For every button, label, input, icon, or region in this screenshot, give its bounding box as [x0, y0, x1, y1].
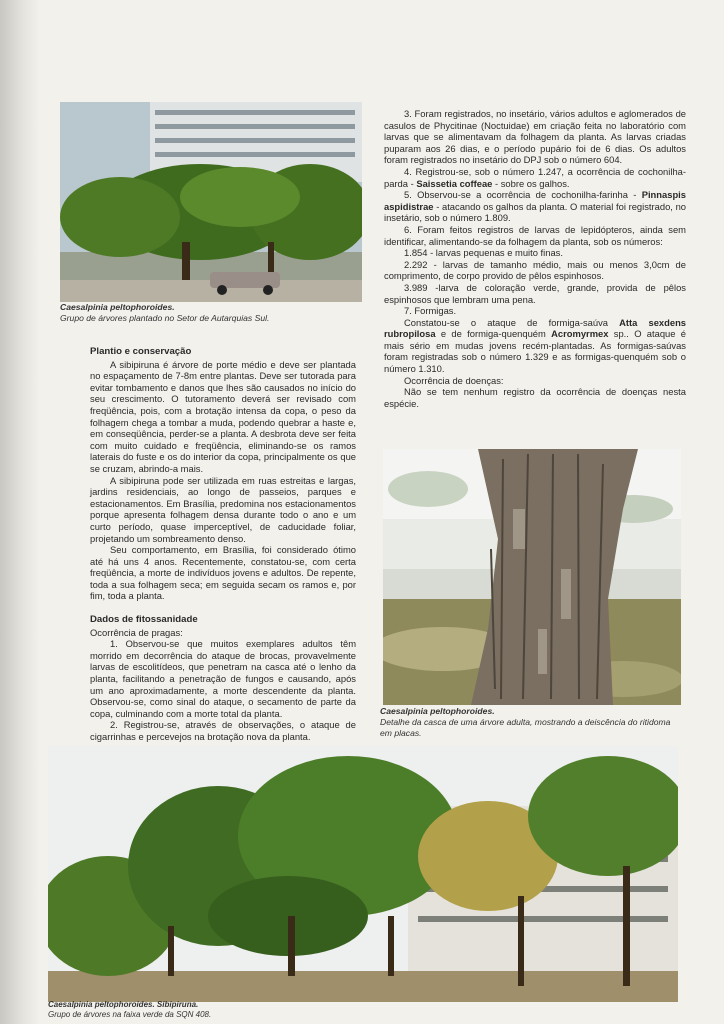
photo-trees-sqn — [48, 746, 678, 1002]
species-pinnaspis: Pinnaspis aspidistrae — [384, 189, 686, 212]
paragraph-pragas-2: 2. Registrou-se, através de observações, o ataque de cigarrinhas e percevejos na brotação nova da planta. — [90, 719, 356, 742]
caption-bottom-title: Caesalpinia peltophoroides. Sibipiruna. — [48, 1000, 199, 1009]
page-binding-shadow — [0, 0, 40, 1024]
caption-trunk-title: Caesalpinia peltophoroides. — [380, 706, 495, 716]
paragraph-pragas-6: 6. Foram feitos registros de larvas de lepidópteros, ainda sem identificar, alimentando-se da folhagem da planta, sob os números: — [384, 223, 686, 247]
paragraph-pragas-4: 4. Registrou-se, sob o número 1.247, a ocorrência de cochonilha-parda - Saissetia coffeae - sobre os galhos. — [384, 165, 686, 189]
caption-trunk-photo — [380, 706, 680, 739]
caption-bottom-photo — [48, 1000, 448, 1020]
paragraph-plantio-2: A sibipiruna pode ser utilizada em ruas estreitas e largas, jardins residenciais, ao longo de passeios, parques e estacionamentos. Em Brasília, predomina nos estacionamentos porque apresenta folhagem densa durante todo o ano e um curto período, quase imperceptível, de caducidade foliar, projetando um sombreamento denso. — [90, 474, 356, 544]
paragraph-pragas-5: 5. Observou-se a ocorrência de cochonilha-farinha - Pinnaspis aspidistrae - atacando os galhos da planta. O material foi registrado, no insetário, sob o número 1.809. — [384, 189, 686, 224]
paragraph-formigas: Constatou-se o ataque de formiga-saúva Atta sexdens rubropilosa e de formiga-quenquém Acromyrmex sp.. O ataque é mais sério em mudas jovens recém-plantadas. As formigas-saúvas foram registradas sob o número 1.329 e as formigas-quenquém sob o número 1.310. — [384, 316, 687, 375]
paragraph-plantio-1: A sibipiruna é árvore de porte médio e deve ser plantada no espaçamento de 7-8m entre plantas. Deve ser tutorada para evitar tombamento e danos que lhes são causados no início do seu crescimento. O tutoramento deverá ser revisado com freqüência, pois, com a brotação intensa da copa, o peso da folhagem chega a tombar a muda, podendo quebrar a haste e, em conseqüência, perder-se a planta. A desbrota deve ser feita com muito cuidado e freqüência, eliminando-se os ramos laterais do fuste e os do interior da copa, principalmente os que se cruzam, abrindo-a mais. — [90, 358, 356, 474]
heading-fitossanidade: Dados de fitossanidade — [90, 614, 198, 626]
paragraph-plantio-3: Seu comportamento, em Brasília, foi considerado ótimo até há uns 4 anos. Recentemente, constatou-se, com certa freqüência, a morte de indivíduos jovens e adultos. De repente, toda a sua folhagem seca; em seguida secam os ramos e, por fim, toda a planta. — [90, 544, 356, 602]
caption-top-title: Caesalpinia peltophoroides. — [60, 302, 175, 312]
left-text-column — [90, 340, 356, 743]
list-item-2292: 2.292 - larvas de tamanho médio, mais ou menos 3,0cm de comprimento, de corpo provido de pêlos espinhosos. — [384, 258, 686, 282]
paragraph-formigas-title: 7. Formigas. — [404, 305, 457, 317]
species-acromyrmex: Acromyrmex — [551, 328, 609, 340]
list-item-1854: 1.854 - larvas pequenas e muito finas. — [404, 247, 563, 259]
caption-top-photo — [60, 302, 362, 324]
paragraph-doencas-title: Ocorrência de doenças: — [404, 374, 504, 386]
caption-trunk-text: Detalhe da casca de uma árvore adulta, mostrando a deiscência do ritidoma em placas. — [380, 717, 671, 738]
heading-plantio: Plantio e conservação — [90, 346, 192, 357]
species-atta: Atta sexdens rubropilosa — [384, 316, 687, 340]
paragraph-pragas-intro: Ocorrência de pragas: — [90, 626, 183, 638]
list-item-3989: 3.989 -larva de coloração verde, grande, provida de pêlos espinhosos que lembram uma pena. — [384, 281, 686, 305]
paragraph-pragas-3: 3. Foram registrados, no insetário, vários adultos e aglomerados de casulos de Phycitinae (Noctuidae) em criação feita no laboratório com larvas que se alimentavam da folhagem da planta. As larvas criadas puparam aos 26 dias, e o período pupário foi de 6 dias. Os adultos foram registrados no insetário do DPJ sob o número 604. — [384, 108, 686, 166]
paragraph-doencas: Não se tem nenhum registro da ocorrência de doenças nesta espécie. — [384, 386, 686, 409]
caption-top-text: Grupo de árvores plantado no Setor de Autarquias Sul. — [60, 313, 270, 323]
caption-bottom-text: Grupo de árvores na faixa verde da SQN 408. — [48, 1010, 212, 1019]
right-text-column — [384, 108, 686, 409]
photo-tree-trunk — [383, 449, 681, 705]
species-saissetia: Saissetia coffeae — [416, 177, 493, 189]
paragraph-pragas-1: 1. Observou-se que muitos exemplares adultos têm morrido em decorrência do ataque de brocas, provavelmente larvas de escolitídeos, que penetram na casca até o lenho da planta, facilitando a penetração de fungos e causando, após um ano aproximadamente, a morte descendente da planta. Observou-se, como sinal do ataque, o secamento de parte da copa, culminando com a morte total da planta. — [90, 638, 356, 719]
photo-trees-building — [60, 102, 362, 302]
